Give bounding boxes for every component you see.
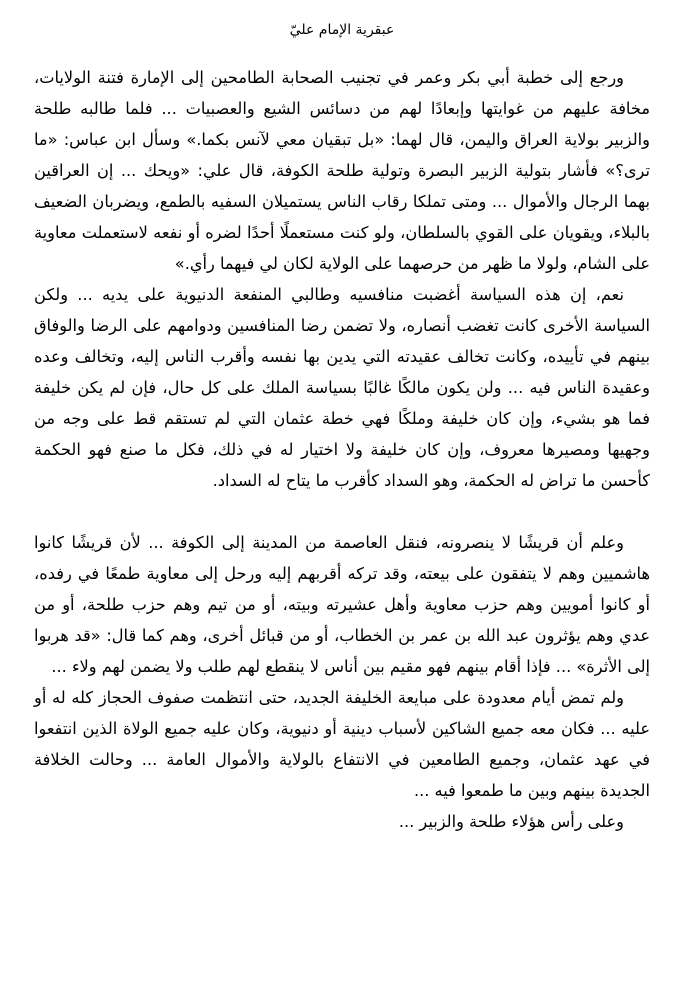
paragraph-2: نعم، إن هذه السياسة أغضبت منافسيه وطالبي المنفعة الدنيوية على يديه ... ولكن السياسة الأخرى كانت تغضب أنصاره، ولا تضمن رضا المنافسين ودوامهم على الرضا والوفاق بينهم في تأييده، وكانت تخالف عقيدته التي يدين بها نفسه وأقرب الناس إليه، وتخالف وعده وعقيدة الناس فيه ... ولن يكون مالكًا غالبًا بسياسة الملك على كل حال، فإن لم يكن خليفة فما هو بشيء، وإن كان خليفة وملكًا فهي خطة عثمان التي لم تستقم قط على وجه من وجهيها ومصيرها معروف، وإن كان خليفة ولا اختيار له في ذلك، فكل ما صنع فهو الحكمة كأحسن ما تراض له الحكمة، وهو السداد كأقرب ما يتاح له السداد.: [34, 285, 650, 490]
paragraph-1: ورجع إلى خطبة أبي بكر وعمر في تجنيب الصحابة الطامحين إلى الإمارة فتنة الولايات، مخافة عليهم من غوايتها وإبعادًا لهم من دسائس الشيع والعصبيات ... فلما طالبه طلحة والزبير بولاية العراق واليمن، قال لهما: «بل تبقيان معي لآنس بكما.» وسأل ابن عباس: «ما ترى؟» فأشار بتولية الزبير البصرة وتولية طلحة الكوفة، قال علي: «ويحك ... إن العراقين بهما الرجال والأموال ... ومتى تملكا رقاب الناس يستميلان السفيه بالطمع، ويضربان الضعيف بالبلاء، ويقويان على القوي بالسلطان، ولو كنت مستعملًا أحدًا لضره أو نفعه لاستعملت معاوية على الشام، ولولا ما ظهر من حرصهما على الولاية لكان لي فيهما رأي.»: [34, 68, 650, 273]
paragraph-4: ولم تمض أيام معدودة على مبايعة الخليفة الجديد، حتى انتظمت صفوف الحجاز كله له أو عليه ... فكان معه جميع الشاكين لأسباب دينية أو دنيوية، وكان عليه جميع الولاة الذين انتفعوا في عهد عثمان، وجميع الطامعين في الانتفاع بالولاية والأموال العامة ... وحالت الخلافة الجديدة بينهم وبين ما طمعوا فيه ...: [34, 688, 650, 800]
paragraph-5: وعلى رأس هؤلاء طلحة والزبير ...: [398, 812, 624, 831]
paragraph-3: وعلم أن قريشًا لا ينصرونه، فنقل العاصمة من المدينة إلى الكوفة ... لأن قريشًا كانوا هاشميين وهم لا يتفقون على بيعته، وقد تركه أقربهم إليه ورحل إلى معاوية طمعًا في رفده، أو كانوا أمويين وهم حزب معاوية وأهل عشيرته وبيته، أو من تيم وهم حزب طلحة، أو من عدي وهم يؤثرون عبد الله بن عمر بن الخطاب، أو من قبائل أخرى، وهم كما قال: «قد هربوا إلى الأثرة» ... فإذا أقام بينهم فهو مقيم بين أناس لا ينقطع لهم طلب ولا يضمن لهم ولاء ...: [34, 533, 650, 676]
body-text: [34, 62, 650, 837]
running-header: عبقرية الإمام عليّ: [289, 22, 395, 38]
